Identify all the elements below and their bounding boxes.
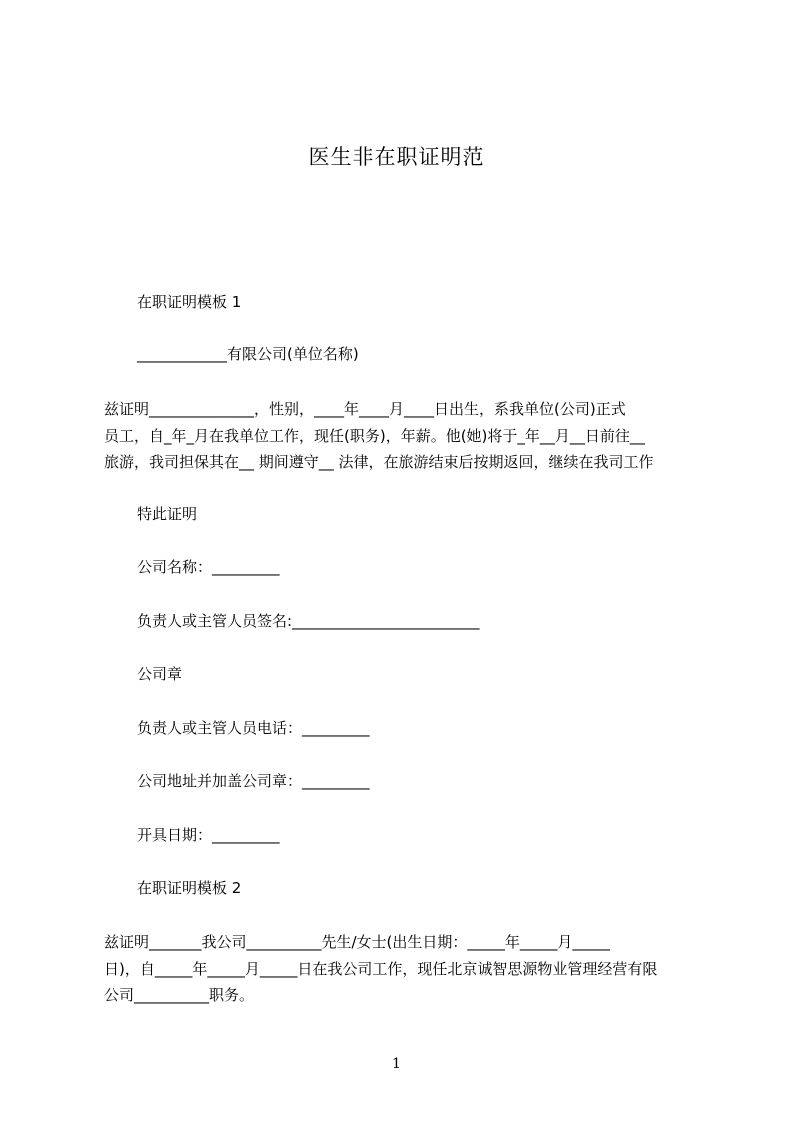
- body-line: 日)，自_____年_____月_____日在我公司工作，现任北京诚智思源物业管理经营有限: [104, 959, 658, 978]
- body-line: 员工，自_年_月在我单位工作，现任(职务)，年薪。他(她)将于_年__月__日前往__: [104, 426, 645, 445]
- body-line: 旅游，我司担保其在__ 期间遵守__ 法律，在旅游结束后按期返回，继续在我司工作: [104, 453, 654, 471]
- company-line: ____________有限公司(单位名称): [137, 345, 359, 363]
- page-number: 1: [392, 1056, 401, 1072]
- company-name-field: 公司名称：_________: [137, 558, 280, 576]
- template2-body: [104, 929, 704, 1009]
- body-line: 公司__________职务。: [104, 986, 255, 1004]
- certify-text: 特此证明: [137, 505, 198, 523]
- body-line: 兹证明______________，性别，____年____月____日出生，系我单位(公司)正式: [104, 400, 626, 418]
- phone-field: 负责人或主管人员电话：_________: [137, 719, 370, 737]
- document-title: 医生非在职证明范: [308, 145, 485, 169]
- template2-heading: 在职证明模板 2: [137, 879, 242, 897]
- issue-date-field: 开具日期：_________: [137, 826, 280, 844]
- template1-body: [104, 396, 704, 476]
- body-line: 兹证明_______我公司__________先生/女士(出生日期：_____年_____月_____: [104, 933, 610, 951]
- address-field: 公司地址并加盖公司章：_________: [137, 772, 370, 790]
- template1-heading: 在职证明模板 1: [137, 293, 242, 311]
- signature-field: 负责人或主管人员签名:_________________________: [137, 612, 480, 630]
- seal-label: 公司章: [137, 665, 183, 683]
